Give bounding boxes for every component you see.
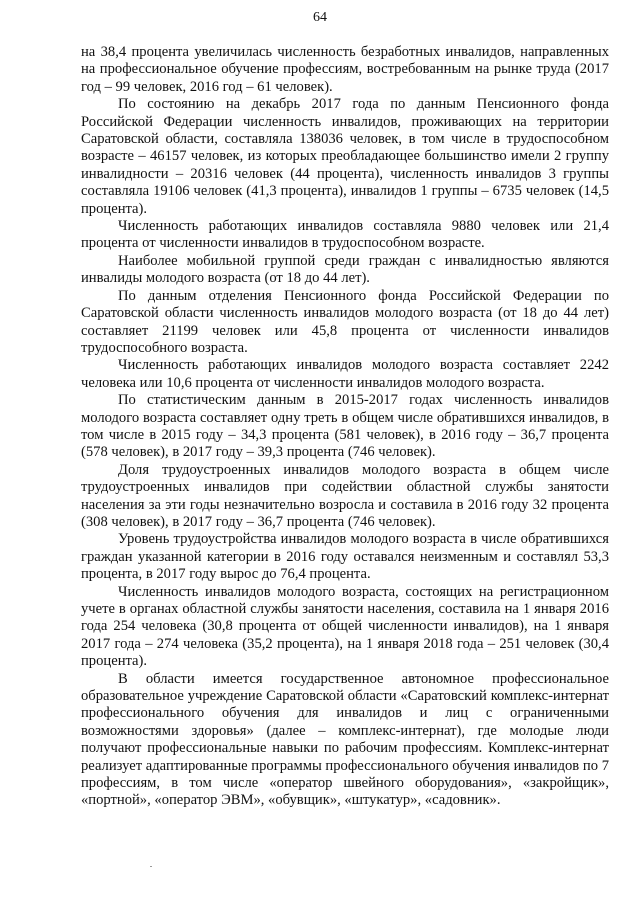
- paragraph-young-disabled-count: По данным отделения Пенсионного фонда Российской Федерации по Саратовской области численность инвалидов молодого возраста (от 18 до 44 лет) составляет 21199 человек или 45,8 процента от численности инвалидов трудоспособного возраста.: [81, 287, 609, 356]
- paragraph-boarding-complex: В области имеется государственное автономное профессиональное образовательное учреждение Саратовской области «Саратовский комплекс-интернат профессионального обучения для инвалидов и лиц с ограниченными возможностями здоровья» (далее – комплекс-интернат), где молодые люди получают профессиональные навыки по рабочим профессиям. Комплекс-интернат реализует адаптированные программы профессионального обучения инвалидов по 7 профессиям, в том числе «оператор швейного оборудования», «закройщик», «портной», «оператор ЭВМ», «обувщик», «штукатур», «садовник».: [81, 670, 609, 809]
- paragraph-young-working: Численность работающих инвалидов молодого возраста составляет 2242 человека или 10,6 процента от численности инвалидов молодого возраста.: [81, 357, 609, 391]
- paragraph-continuation: на 38,4 процента увеличилась численность безработных инвалидов, направленных на профессиональное обучение профессиям, востребованным на рынке труда (2017 год – 99 человек, 2016 год – 61 человек).: [81, 44, 609, 95]
- document-body: [81, 44, 609, 810]
- paragraph-mobile-group: Наиболее мобильной группой среди граждан с инвалидностью являются инвалиды молодого возраста (от 18 до 44 лет).: [81, 252, 609, 287]
- paragraph-statistics-2015-2017: По статистическим данным в 2015-2017 годах численность инвалидов молодого возраста составляет одну треть в общем числе обратившихся инвалидов, в том числе в 2015 году – 34,3 процента (581 человек), в 2016 году – 36,7 процента (578 человек), в 2017 году – 39,3 процента (746 человек).: [81, 392, 609, 461]
- page-number: 64: [313, 10, 327, 25]
- paragraph-employment-level: Уровень трудоустройства инвалидов молодого возраста в числе обратившихся граждан указанной категории в 2016 году оставался неизменным и составлял 53,3 процента, в 2017 году вырос до 76,4 процента.: [81, 531, 609, 583]
- paragraph-registered-count: Численность инвалидов молодого возраста, состоящих на регистрационном учете в органах областной службы занятости населения, составила на 1 января 2016 года 254 человека (30,8 процента от общей численности инвалидов), на 1 января 2017 года – 274 человека (35,2 процента), на 1 января 2018 года – 251 человек (30,4 процента).: [81, 583, 609, 670]
- paragraph-employed-share: Доля трудоустроенных инвалидов молодого возраста в общем числе трудоустроенных инвалидов при содействии областной службы занятости населения за эти годы незначительно возросла и составила в 2016 году 32 процента (308 человек), в 2017 году – 36,7 процента (746 человек).: [81, 461, 609, 530]
- scan-artifact: [150, 866, 152, 867]
- paragraph-working-disabled: Численность работающих инвалидов составляла 9880 человек или 21,4 процента от численности инвалидов в трудоспособном возрасте.: [81, 218, 609, 252]
- paragraph-pension-fund-stats: По состоянию на декабрь 2017 года по данным Пенсионного фонда Российской Федерации численность инвалидов, проживающих на территории Саратовской области, составляла 138036 человек, в том числе в трудоспособном возрасте – 46157 человек, из которых преобладающее большинство имели 2 группу инвалидности – 20316 человек (44 процента), численность инвалидов 3 группы составляла 19106 человек (41,3 процента), инвалидов 1 группы – 6735 человек (14,5 процента).: [81, 96, 609, 217]
